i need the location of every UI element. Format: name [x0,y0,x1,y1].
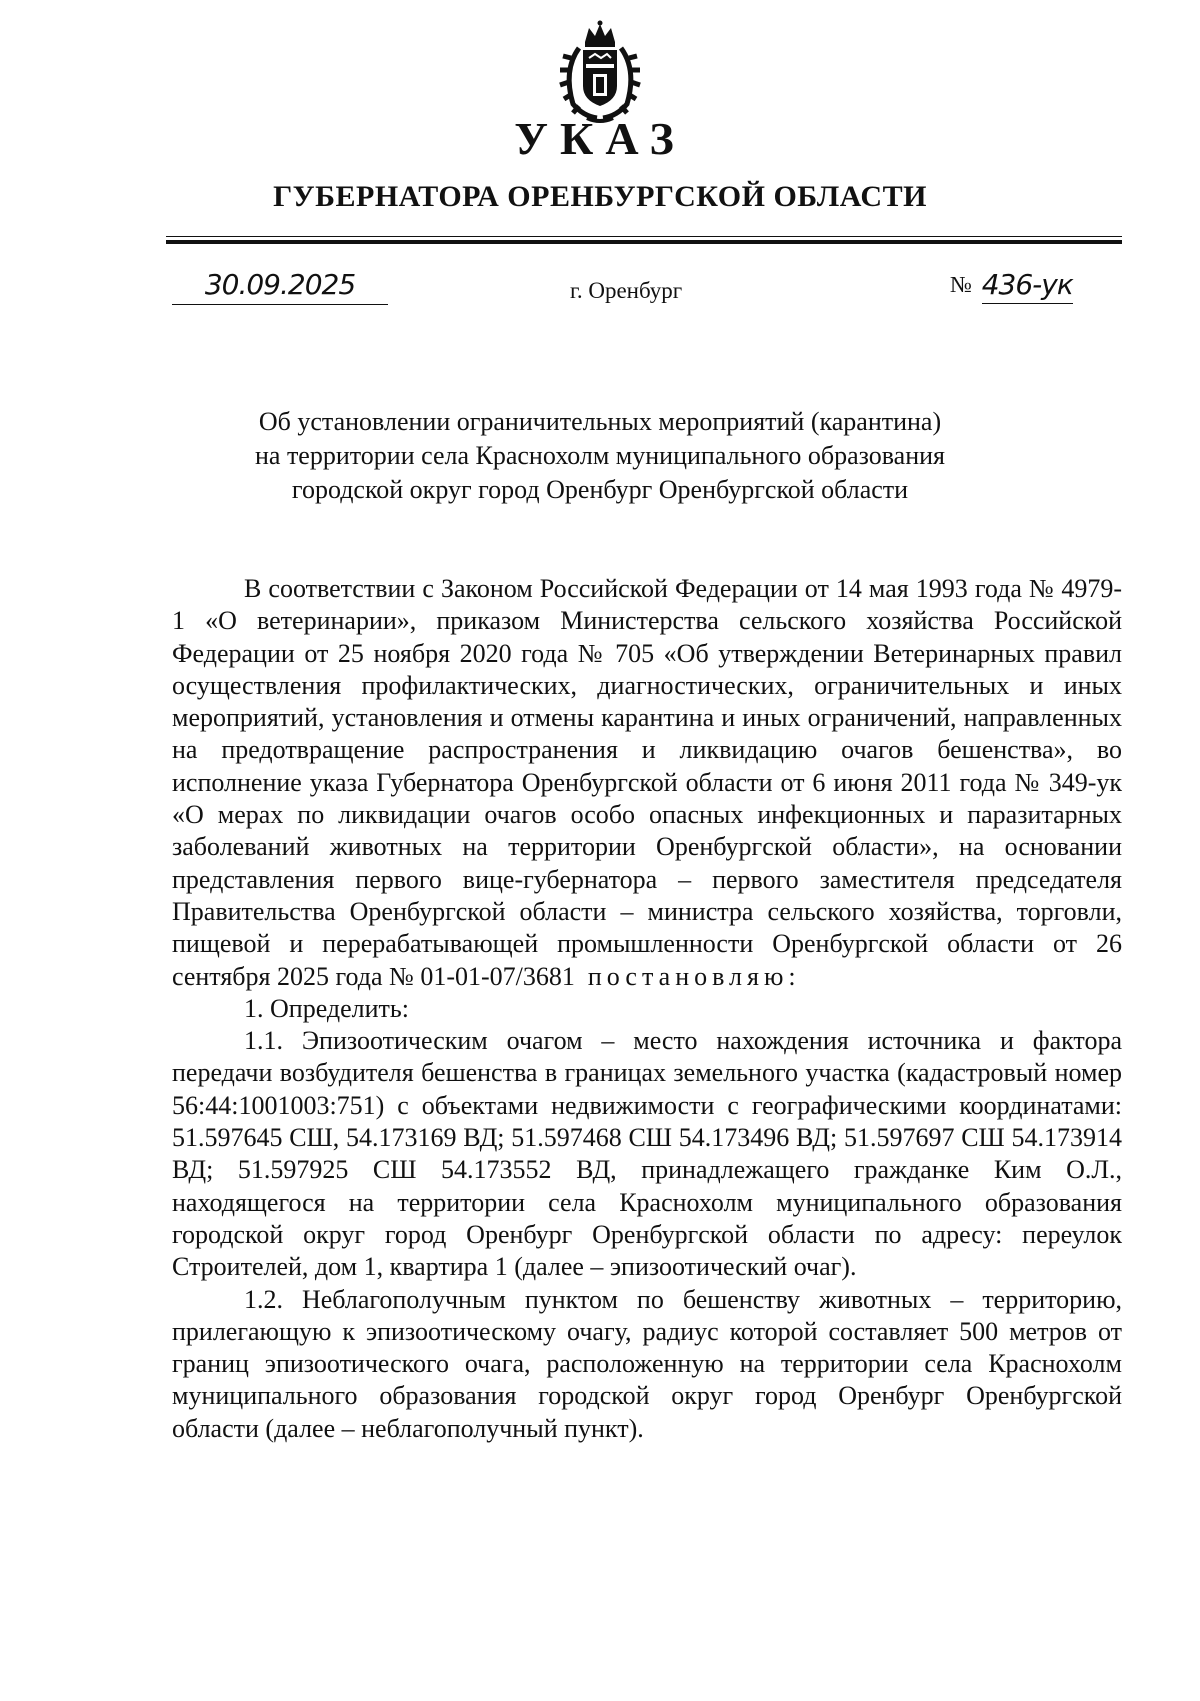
header-divider-thin [166,236,1122,237]
item-1: 1. Определить: [244,993,409,1023]
issuer-title: ГУБЕРНАТОРА ОРЕНБУРГСКОЙ ОБЛАСТИ [273,180,927,213]
decree-word: постановляю: [587,961,801,991]
item-1-2: 1.2. Неблагополучным пунктом по бешенству животных – территорию, прилегающую к эпизоотическому очагу, радиус которой составляет 500 метров от границ эпизоотического очага, расположенную на территории села Краснохолм муниципального образования городской округ город Оренбург Оренбургской области (далее – неблагополучный пункт). [172,1284,1122,1443]
decree-body [172,573,1122,1445]
coat-of-arms-icon [557,20,643,126]
preamble-text: В соответствии с Законом Российской Федерации от 14 мая 1993 года № 4979-1 «О ветеринарии», приказом Министерства сельского хозяйства Российской Федерации от 25 ноября 2020 года № 705 «Об утверждении Ветеринарных правил осуществления профилактических, диагностических, ограничительных и иных мероприятий, установления и отмены карантина и иных ограничений, направленных на предотвращение распространения и ликвидацию очагов бешенства», во исполнение указа Губернатора Оренбургской области от 6 июня 2011 года № 349-ук «О мерах по ликвидации очагов особо опасных инфекционных и паразитарных заболеваний животных на территории Оренбургской области», на основании представления первого вице-губернатора – первого заместителя председателя Правительства Оренбургской области – министра сельского хозяйства, торговли, пищевой и перерабатывающей промышленности Оренбургской области от 26 сентября 2025 года № 01-01-07/3681 [172,574,1122,991]
decree-number [950,268,1073,301]
decree-date: 30.09.2025 [172,268,388,305]
decree-subject [0,405,1200,507]
preamble-paragraph [172,573,1122,993]
subject-line: Об установлении ограничительных мероприятий (карантина) [258,407,942,436]
document-title: УКАЗ [514,113,686,164]
subject-line: городской округ город Оренбург Оренбургской области [291,475,909,504]
number-sign: № [950,272,972,297]
decree-city: г. Оренбург [570,278,683,303]
subject-line: на территории села Краснохолм муниципального образования [254,441,945,470]
item-1-1: 1.1. Эпизоотическим очагом – место нахождения источника и фактора передачи возбудителя бешенства в границах земельного участка (кадастровый номер 56:44:1001003:751) с объектами недвижимости с географическими координатами: 51.597645 СШ, 54.173169 ВД; 51.597468 СШ 54.173496 ВД; 51.597697 СШ 54.173914 ВД; 51.597925 СШ 54.173552 ВД, принадлежащего гражданке Ким О.Л., находящегося на территории села Краснохолм муниципального образования городской округ город Оренбург Оренбургской области по адресу: переулок Строителей, дом 1, квартира 1 (далее – эпизоотический очаг). [172,1026,1122,1282]
number-value: 436-ук [982,268,1073,304]
header-divider-thick [166,240,1122,244]
